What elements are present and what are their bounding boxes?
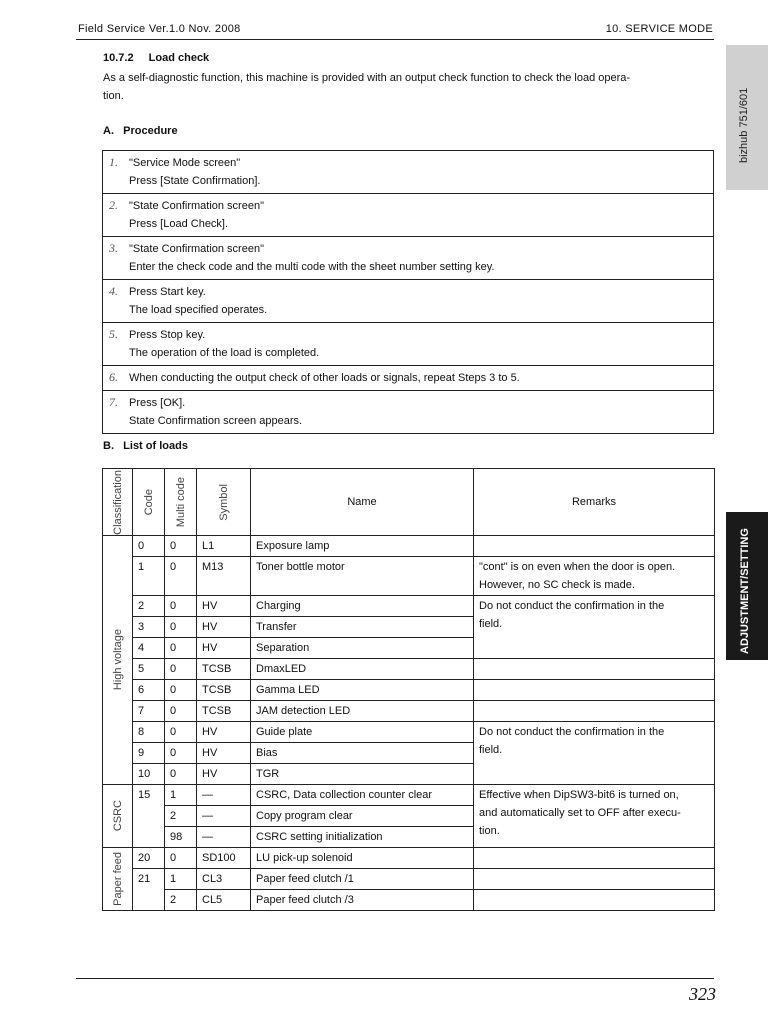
cell-multi: 1 (165, 869, 197, 890)
cell-name: Paper feed clutch /1 (251, 869, 474, 890)
col-name: Name (251, 469, 474, 536)
cell-symbol: CL5 (197, 890, 251, 911)
cell-multi: 1 (165, 785, 197, 806)
cell-symbol: — (197, 827, 251, 848)
cell-symbol: HV (197, 596, 251, 617)
remark-line: However, no SC check is made. (479, 579, 635, 591)
cell-symbol: HV (197, 743, 251, 764)
table-row (103, 869, 715, 890)
table-row (103, 701, 715, 722)
col-symbol: Symbol (217, 483, 230, 521)
cell-code: 1 (133, 557, 165, 596)
step-line-2: Press [State Confirmation]. (129, 175, 261, 187)
group-high-voltage (103, 536, 133, 785)
section-tab-label: ADJUSTMENT/SETTING (739, 528, 751, 654)
table-row (103, 785, 715, 806)
remark-line: Effective when DipSW3-bit6 is turned on, (479, 789, 679, 801)
cell-remarks (474, 785, 715, 848)
cell-code: 0 (133, 536, 165, 557)
cell-code: 3 (133, 617, 165, 638)
cell-name: Charging (251, 596, 474, 617)
cell-multi: 2 (165, 890, 197, 911)
remark-line: and automatically set to OFF after execu- (479, 807, 681, 819)
step-line-1: Press Stop key. (129, 329, 206, 341)
step-line-2: Enter the check code and the multi code with the sheet number setting key. (129, 261, 495, 273)
cell-multi: 0 (165, 701, 197, 722)
cell-remarks (474, 869, 715, 890)
cell-name: Transfer (251, 617, 474, 638)
procedure-table (102, 150, 714, 434)
procedure-step (103, 323, 714, 366)
table-row (103, 536, 715, 557)
cell-symbol: SD100 (197, 848, 251, 869)
procedure-step (103, 391, 714, 434)
cell-symbol: — (197, 806, 251, 827)
cell-code: 15 (133, 785, 165, 848)
cell-symbol: HV (197, 764, 251, 785)
cell-symbol: HV (197, 638, 251, 659)
cell-multi: 0 (165, 596, 197, 617)
cell-remarks (474, 596, 715, 659)
intro-line-1: As a self-diagnostic function, this machine is provided with an output check function to check the load opera- (103, 72, 631, 84)
group-label: High voltage (111, 629, 124, 691)
cell-symbol: CL3 (197, 869, 251, 890)
cell-code: 9 (133, 743, 165, 764)
header-right: 10. SERVICE MODE (605, 23, 713, 35)
page-number: 323 (689, 984, 716, 1004)
cell-multi: 0 (165, 536, 197, 557)
section-title-text: Load check (148, 52, 210, 64)
header-rule (76, 39, 714, 40)
procedure-step (103, 366, 714, 391)
loads-heading: B. List of loads (103, 440, 188, 452)
cell-symbol: HV (197, 722, 251, 743)
cell-symbol: L1 (197, 536, 251, 557)
col-remarks: Remarks (474, 469, 715, 536)
col-code: Code (142, 488, 155, 516)
step-number: 6. (109, 370, 118, 384)
cell-multi: 0 (165, 722, 197, 743)
remark-line: "cont" is on even when the door is open. (479, 561, 676, 573)
group-paper-feed (103, 848, 133, 911)
group-label: CSRC (111, 800, 124, 832)
cell-code: 5 (133, 659, 165, 680)
col-multi-code: Multi code (174, 476, 187, 528)
header-left: Field Service Ver.1.0 Nov. 2008 (78, 23, 241, 35)
cell-remarks (474, 722, 715, 785)
cell-symbol: TCSB (197, 680, 251, 701)
cell-symbol: HV (197, 617, 251, 638)
loads-table (102, 468, 715, 911)
cell-remarks (474, 536, 715, 557)
procedure-heading: A. Procedure (103, 125, 178, 137)
cell-name: JAM detection LED (251, 701, 474, 722)
step-number: 1. (109, 155, 118, 169)
table-row (103, 680, 715, 701)
cell-code: 7 (133, 701, 165, 722)
cell-name: Guide plate (251, 722, 474, 743)
cell-name: CSRC, Data collection counter clear (251, 785, 474, 806)
remark-line: tion. (479, 825, 500, 837)
cell-multi: 0 (165, 680, 197, 701)
procedure-step (103, 151, 714, 194)
model-tab-label: bizhub 751/601 (738, 87, 750, 163)
cell-multi: 0 (165, 743, 197, 764)
cell-name: DmaxLED (251, 659, 474, 680)
step-line-1: When conducting the output check of other loads or signals, repeat Steps 3 to 5. (129, 372, 520, 384)
cell-name: CSRC setting initialization (251, 827, 474, 848)
table-row (103, 848, 715, 869)
remark-line: field. (479, 744, 503, 756)
step-number: 5. (109, 327, 118, 341)
procedure-step (103, 280, 714, 323)
step-line-1: Press [OK]. (129, 397, 186, 409)
table-row (103, 890, 715, 911)
step-line-1: "State Confirmation screen" (129, 243, 264, 255)
cell-name: Bias (251, 743, 474, 764)
cell-remarks (474, 890, 715, 911)
step-number: 3. (109, 241, 118, 255)
cell-remarks (474, 680, 715, 701)
footer-rule (76, 978, 714, 979)
step-number: 2. (109, 198, 118, 212)
cell-remarks (474, 659, 715, 680)
loads-header-row (103, 469, 715, 536)
step-line-2: State Confirmation screen appears. (129, 415, 303, 427)
cell-code: 6 (133, 680, 165, 701)
section-tab (726, 512, 768, 660)
step-line-1: Press Start key. (129, 286, 206, 298)
table-row (103, 659, 715, 680)
procedure-step (103, 237, 714, 280)
remark-line: field. (479, 618, 503, 630)
cell-name: LU pick-up solenoid (251, 848, 474, 869)
cell-symbol: — (197, 785, 251, 806)
section-number: 10.7.2 (103, 52, 134, 64)
cell-name: Exposure lamp (251, 536, 474, 557)
cell-remarks (474, 557, 715, 596)
cell-name: Gamma LED (251, 680, 474, 701)
cell-multi: 0 (165, 659, 197, 680)
group-csrc (103, 785, 133, 848)
remark-line: Do not conduct the confirmation in the (479, 600, 665, 612)
cell-code: 21 (133, 869, 165, 911)
step-line-1: "State Confirmation screen" (129, 200, 264, 212)
table-row (103, 596, 715, 617)
cell-symbol: TCSB (197, 659, 251, 680)
cell-code: 8 (133, 722, 165, 743)
cell-code: 4 (133, 638, 165, 659)
step-line-2: The load specified operates. (129, 304, 268, 316)
procedure-step (103, 194, 714, 237)
table-row (103, 557, 715, 596)
cell-remarks (474, 701, 715, 722)
cell-name: Toner bottle motor (251, 557, 474, 596)
cell-multi: 0 (165, 557, 197, 596)
intro-line-2: tion. (103, 90, 124, 102)
section-title (103, 52, 209, 64)
cell-multi: 2 (165, 806, 197, 827)
remark-line: Do not conduct the confirmation in the (479, 726, 665, 738)
cell-code: 20 (133, 848, 165, 869)
cell-remarks (474, 848, 715, 869)
cell-multi: 98 (165, 827, 197, 848)
cell-multi: 0 (165, 617, 197, 638)
cell-name: TGR (251, 764, 474, 785)
step-number: 4. (109, 284, 118, 298)
table-row (103, 722, 715, 743)
model-tab (726, 45, 768, 190)
step-number: 7. (109, 395, 118, 409)
cell-multi: 0 (165, 638, 197, 659)
cell-code: 2 (133, 596, 165, 617)
step-line-2: Press [Load Check]. (129, 218, 229, 230)
group-label: Paper feed (111, 852, 124, 906)
col-classification: Classification (111, 469, 124, 535)
cell-symbol: TCSB (197, 701, 251, 722)
cell-multi: 0 (165, 764, 197, 785)
cell-name: Copy program clear (251, 806, 474, 827)
cell-code: 10 (133, 764, 165, 785)
cell-symbol: M13 (197, 557, 251, 596)
step-line-2: The operation of the load is completed. (129, 347, 320, 359)
section-intro (103, 69, 715, 105)
step-line-1: "Service Mode screen" (129, 157, 241, 169)
cell-multi: 0 (165, 848, 197, 869)
cell-name: Paper feed clutch /3 (251, 890, 474, 911)
cell-name: Separation (251, 638, 474, 659)
